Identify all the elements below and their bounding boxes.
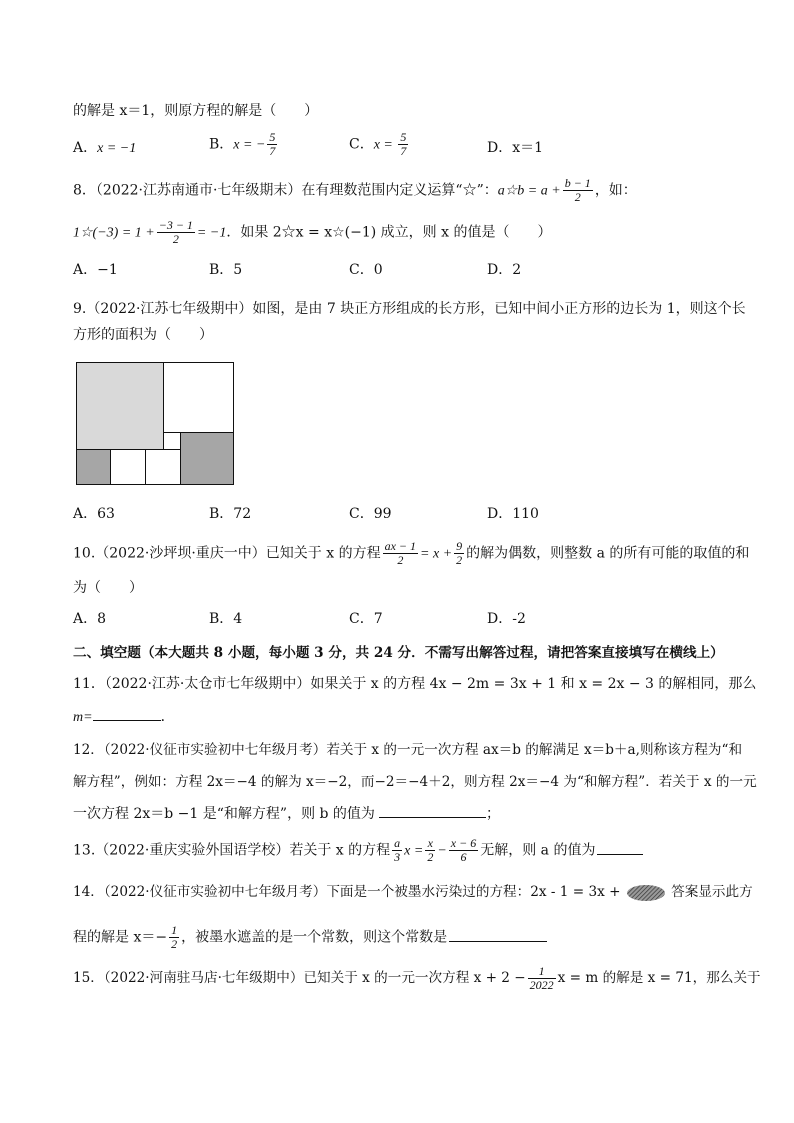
fraction [563,177,593,204]
q7-option-c [349,131,410,158]
q9-option-c: C．99 [349,506,392,522]
q11-variable: m= [73,710,93,725]
q7-option-a [73,138,136,159]
option-text: x = [373,137,397,153]
denominator: 6 [460,850,467,864]
q15-line [73,965,761,992]
ink-blot-icon [625,883,667,903]
fraction [157,219,195,246]
option-text: x＝1 [512,140,544,156]
fraction [454,540,464,567]
q9-option-a: A．63 [73,506,115,522]
option-label: C． [349,136,374,153]
q15-suffix: x = m 的解是 x = 71，那么关于 [557,970,761,986]
fraction [528,965,556,992]
section-heading: 二、填空题（本大题共 8 小题，每小题 3 分，共 24 分．不需写出解答过程，请把答案直接填写在横线上） [73,645,724,661]
bottom-square-2 [110,449,146,485]
numerator: 1 [171,923,178,937]
q12-question: 一次方程 2x＝b −1 是“和解方程”，则 b 的值为 [73,806,375,822]
option-text: x = −1 [97,141,137,156]
q8-example-result: = −1 [196,225,227,241]
q14-line1 [73,882,753,903]
q13-equation-part: − [437,843,447,859]
q7-option-b [209,131,279,158]
q8-line2 [73,219,551,246]
fraction [425,837,435,864]
answer-blank[interactable] [93,706,161,721]
denominator: 2022 [529,978,554,992]
numerator: 9 [456,539,463,553]
q12-line1: 12．（2022·仪征市实验初中七年级月考）若关于 x 的一元一次方程 ax＝b 的解满足 x＝b＋a,则称该方程为“和 [73,742,743,758]
denominator: 2 [427,850,434,864]
q8-option-c: C．0 [349,262,383,278]
answer-blank[interactable] [379,803,486,818]
fraction [392,837,402,864]
q14-line1-end: 答案显示此方 [671,884,753,900]
q13-prefix: 13.（2022·重庆实验外国语学校）若关于 x 的方程 [73,842,391,859]
q12-line2: 解方程”，例如：方程 2x＝−4 的解为 x＝−2，而−2＝−4＋2，则方程 2x＝−4 为“和解方程”．若关于 x 的一元 [73,774,757,790]
q12-line3 [73,803,500,824]
denominator: 2 [172,232,179,246]
q8-option-d: D．2 [487,262,522,278]
q10-line2: 为（ ） [73,580,143,596]
q14-line2 [73,924,547,951]
q9-line2: 方形的面积为（ ） [73,327,213,343]
q10-equation-mid: = x + [420,546,453,562]
option-label: B． [209,136,234,153]
numerator: 5 [400,130,407,144]
fraction [449,837,478,864]
numerator: −3 − 1 [158,218,193,232]
q14-equation: 14．（2022·仪征市实验初中七年级月考）下面是一个被墨水污染过的方程：2x - 1 = 3x + [73,884,621,900]
q8-question: ．如果 2☆x = x☆(−1) 成立，则 x 的值是（ ） [226,224,552,241]
q8-option-a: A．−1 [73,262,118,278]
denominator: 2 [171,937,178,951]
q10-line1 [73,540,749,567]
q9-option-b: B．72 [209,506,252,522]
q13-line [73,837,643,864]
right-bottom-square [180,432,234,485]
denominator: 2 [397,553,404,567]
answer-blank[interactable] [449,927,547,942]
bottom-square-3 [145,449,181,485]
large-square [76,362,164,450]
q14-solution: 程的解是 x＝− [73,929,168,946]
q7-tail: 的解是 x＝1，则原方程的解是（ ） [73,103,319,119]
answer-blank[interactable] [597,840,643,855]
q14-question: ，被墨水遮盖的是一个常数，则这个常数是 [181,929,448,946]
numerator: x − 6 [450,836,477,850]
denominator: 7 [400,144,407,158]
option-text: x = − [233,137,266,153]
fraction [383,540,418,567]
q15-prefix: 15．（2022·河南驻马店·七年级期中）已知关于 x 的一元一次方程 x + 2 − [73,970,526,986]
q11-end: ． [160,709,175,725]
q8-line1 [73,177,637,204]
numerator: 5 [269,130,276,144]
q8-example: 1☆(−3) = 1 + [73,225,155,241]
q10-option-b: B．4 [209,611,243,627]
numerator: 1 [528,965,556,979]
denominator: 3 [394,850,401,864]
q8-definition-tail: ，如： [594,182,637,199]
q10-option-d: D．-2 [487,611,526,627]
q10-option-a: A．8 [73,611,107,627]
numerator: ax − 1 [384,539,417,553]
denominator: 2 [574,190,581,204]
q11-line1: 11．（2022·江苏·太仓市七年级期中）如果关于 x 的方程 4x − 2m = 3x + 1 和 x = 2x − 3 的解相同，那么 [73,676,757,692]
q7-option-d [487,138,543,158]
q9-option-d: D．110 [487,506,539,522]
q8-intro: 8．（2022·江苏南通市·七年级期末）在有理数范围内定义运算“☆”： [73,182,498,199]
fraction [398,131,408,158]
bottom-square-1 [76,449,111,485]
numerator: a [394,836,401,850]
rectangle-of-squares-figure [76,362,234,485]
q13-suffix: 无解，则 a 的值为 [480,842,596,859]
q10-option-c: C．7 [349,611,383,627]
option-label: A． [73,140,98,156]
numerator: b − 1 [564,176,591,190]
q10-suffix: 的解为偶数，则整数 a 的所有可能的取值的和 [466,545,750,562]
option-label: D． [487,140,513,156]
q10-prefix: 10.（2022·沙坪坝·重庆一中）已知关于 x 的方程 [73,545,381,562]
center-small-square [163,432,181,450]
q8-option-b: B．5 [209,262,243,278]
q11-line2 [73,706,175,728]
q8-definition: a☆b = a + [497,183,561,199]
numerator: x [425,837,435,851]
q12-end: ； [485,806,500,822]
fraction [169,924,179,951]
denominator: 7 [269,144,276,158]
q13-equation-part: x = [404,843,424,859]
denominator: 2 [456,553,463,567]
medium-square [163,362,234,433]
fraction [267,131,277,158]
q9-line1: 9.（2022·江苏七年级期中）如图，是由 7 块正方形组成的长方形，已知中间小正方形的边长为 1，则这个长 [73,301,746,317]
